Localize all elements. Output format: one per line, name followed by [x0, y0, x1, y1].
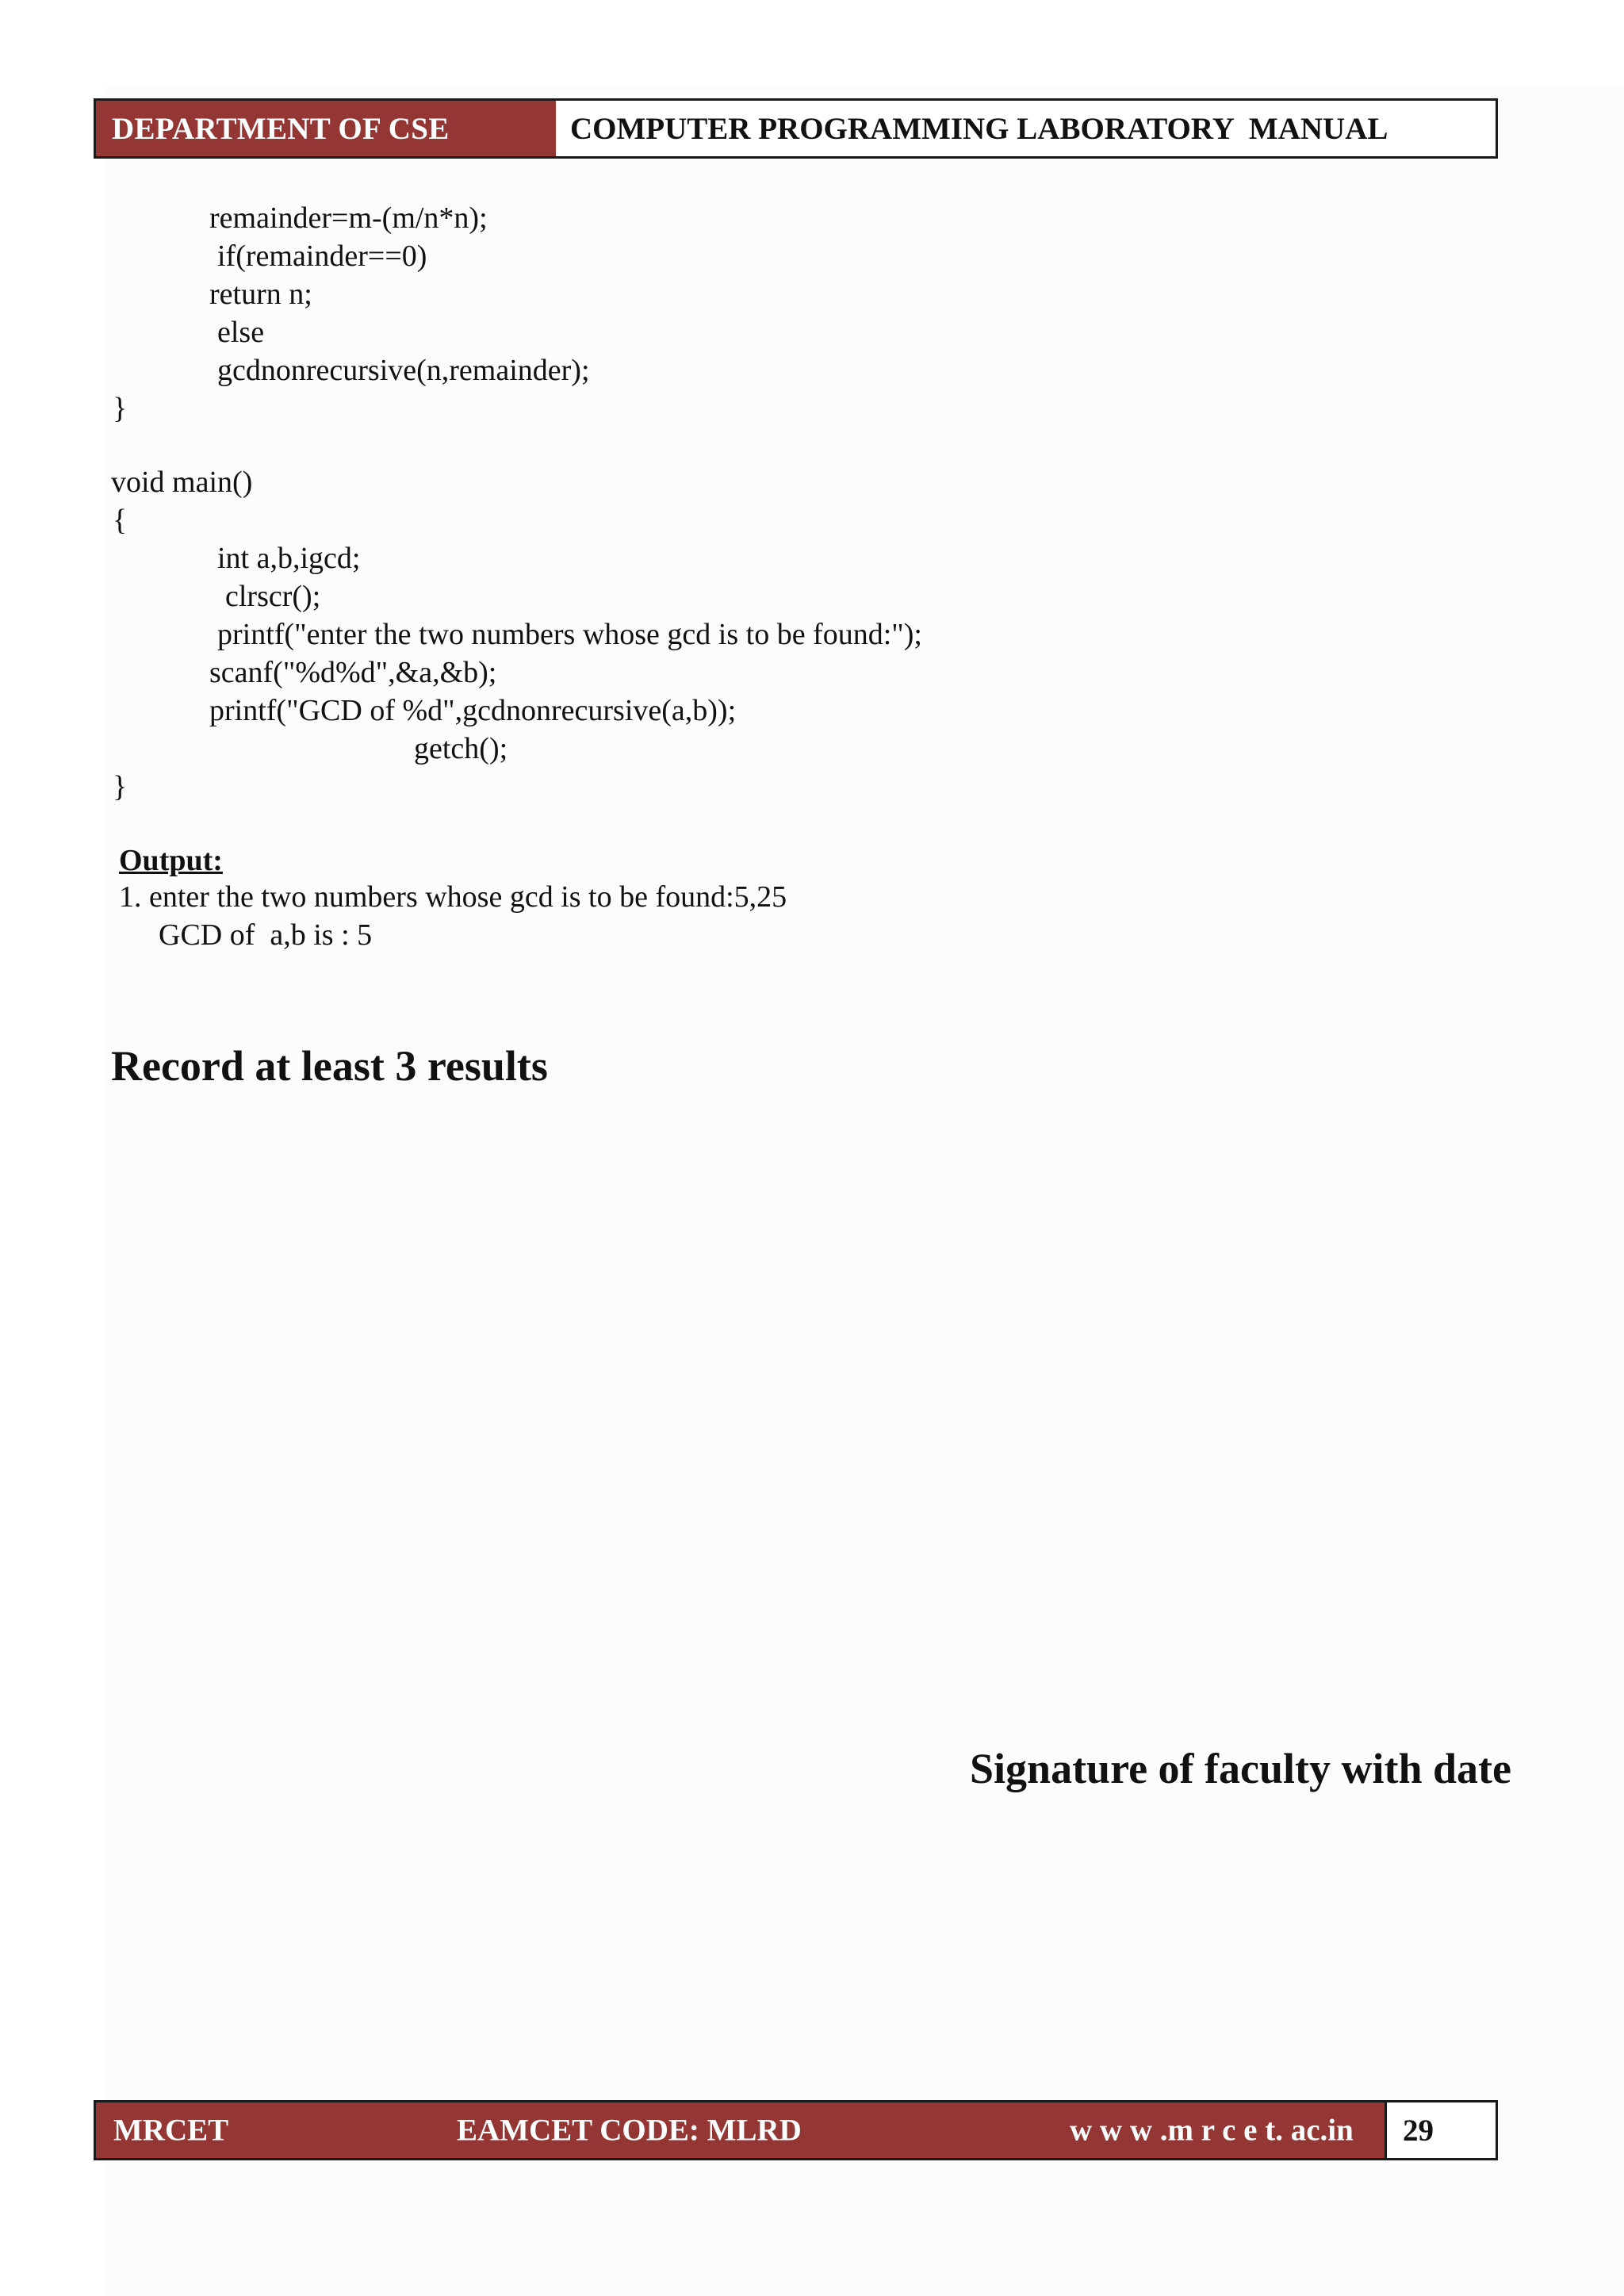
code-line: printf("GCD of %d",gcdnonrecursive(a,b)); — [209, 694, 737, 727]
manual-title: COMPUTER PROGRAMMING LABORATORY MANUAL — [570, 111, 1388, 146]
code-line: getch(); — [414, 732, 508, 765]
page-number: 29 — [1385, 2102, 1496, 2158]
output-heading: Output: — [119, 844, 223, 877]
page-header — [94, 98, 1498, 159]
page-background — [103, 87, 1624, 2296]
page-footer — [94, 2100, 1498, 2160]
output-line: GCD of a,b is : 5 — [159, 918, 373, 952]
code-line: int a,b,igcd; — [217, 542, 361, 575]
output-line: 1. enter the two numbers whose gcd is to be found:5,25 — [119, 880, 787, 914]
footer-eamcet-code: EAMCET CODE: MLRD — [457, 2113, 802, 2148]
code-line: clrscr(); — [225, 580, 321, 613]
code-line: } — [113, 770, 128, 803]
code-line: } — [113, 392, 128, 425]
signature-label: Signature of faculty with date — [970, 1745, 1511, 1792]
code-line: else — [217, 316, 265, 349]
code-line: { — [113, 504, 128, 537]
footer-info — [96, 2102, 1385, 2158]
code-line: gcdnonrecursive(n,remainder); — [217, 354, 590, 387]
footer-college: MRCET — [113, 2113, 229, 2148]
code-line: remainder=m-(m/n*n); — [209, 201, 488, 235]
footer-website: w w w .m r c e t. ac.in — [1070, 2113, 1354, 2148]
department-label: DEPARTMENT OF CSE — [96, 101, 556, 156]
code-line: scanf("%d%d",&a,&b); — [209, 656, 497, 689]
record-heading: Record at least 3 results — [111, 1042, 548, 1090]
code-line: return n; — [209, 278, 312, 311]
code-line: if(remainder==0) — [217, 240, 427, 273]
code-line: void main() — [111, 466, 253, 499]
code-line: printf("enter the two numbers whose gcd is to be found:"); — [217, 618, 922, 651]
